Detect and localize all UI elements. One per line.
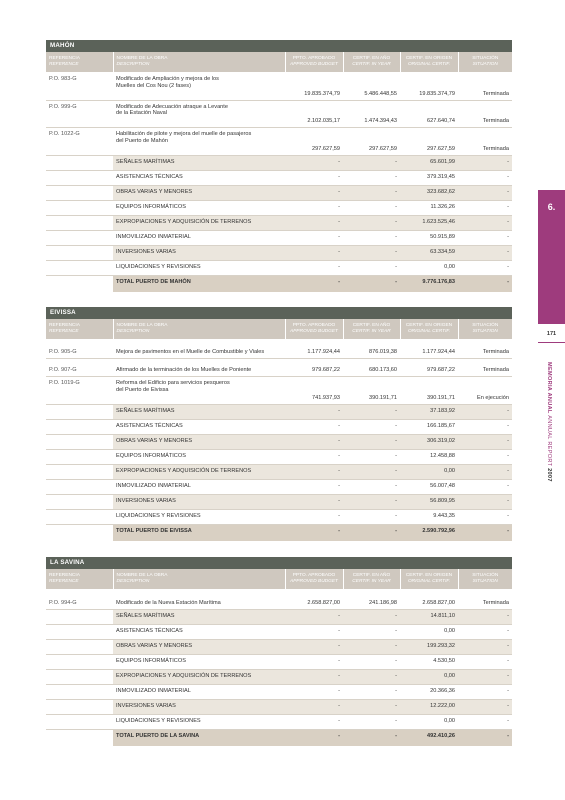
subtotal-row: INVERSIONES VARIAS - - 12.222,00 - [46,699,512,714]
column-header-row [46,569,512,589]
col-ppto: PPTO. APROBADO APPROVED BUDGET [285,569,343,589]
table-row: P.O. 994-G Modificado de la Nueva Estación Marítima 2.658.827,00 241.186,98 2.658.827,00 Terminada [46,589,512,609]
subtotal-row: OBRAS VARIAS Y MENORES - - 306.319,02 - [46,434,512,449]
col-ref: REFERENCIA REFERENCE [46,319,113,339]
total-row: TOTAL PUERTO DE MAHÓN - - 9.776.176,83 - [46,275,512,292]
section-title: LA SAVINA [46,557,512,569]
works-table [46,319,512,541]
subtotal-row: LIQUIDACIONES Y REVISIONES - - 0,00 - [46,260,512,275]
chapter-tab [538,190,565,324]
col-ref: REFERENCIA REFERENCE [46,569,113,589]
subtotal-row: INVERSIONES VARIAS - - 63.334,59 - [46,245,512,260]
subtotal-row: INMOVILIZADO INMATERIAL - - 56.007,48 - [46,479,512,494]
section-title: EIVISSA [46,307,512,319]
section-title: MAHÓN [46,40,512,52]
col-origen: CERTIF. EN ORIGEN ORIGINAL CERTIF. [400,569,458,589]
subtotal-row: LIQUIDACIONES Y REVISIONES - - 9.443,35 - [46,509,512,524]
subtotal-row: EXPROPIACIONES Y ADQUISICIÓN DE TERRENOS - - 0,00 - [46,669,512,684]
table-row: P.O. 907-G Afirmado de la terminación de los Muelles de Poniente 979.687,22 680.173,60 979.687,22 Terminada [46,358,512,377]
section-la-savina [46,557,512,746]
total-row: TOTAL PUERTO DE EIVISSA - - 2.590.792,96 - [46,524,512,541]
col-situacion: SITUACIÓN SITUATION [458,569,512,589]
divider [538,342,565,343]
subtotal-row: EQUIPOS INFORMÁTICOS - - 4.530,50 - [46,654,512,669]
col-obra: NOMBRE DE LA OBRA DESCRIPTION [113,569,285,589]
col-certif: CERTIF. EN AÑO CERTIF. IN YEAR [343,52,400,72]
subtotal-row: SEÑALES MARÍTIMAS - - 65.601,99 - [46,155,512,170]
col-origen: CERTIF. EN ORIGEN ORIGINAL CERTIF. [400,52,458,72]
table-row: P.O. 999-G Modificado de Adecuación atraque a Levante de la Estación Naval 2.102.035,17 1.474.394,43 627.640,74 Terminada [46,100,512,128]
col-situacion: SITUACIÓN SITUATION [458,319,512,339]
subtotal-row: OBRAS VARIAS Y MENORES - - 323.682,62 - [46,185,512,200]
column-header-row [46,319,512,339]
subtotal-row: INMOVILIZADO INMATERIAL - - 50.915,89 - [46,230,512,245]
col-situacion: SITUACIÓN SITUATION [458,52,512,72]
section-mahon [46,40,512,292]
report-title: MEMORIA ANUAL ANNUAL REPORT 2007 [546,362,552,482]
subtotal-row: INMOVILIZADO INMATERIAL - - 20.366,36 - [46,684,512,699]
subtotal-row: EQUIPOS INFORMÁTICOS - - 12.458,88 - [46,449,512,464]
table-row: P.O. 905-G Mejora de pavimentos en el Muelle de Combustible y Viales 1.177.924,44 876.019,38 1.177.924,44 Terminada [46,339,512,358]
subtotal-row: OBRAS VARIAS Y MENORES - - 199.293,32 - [46,639,512,654]
table-row: P.O. 1022-G Habilitación de pilote y mejora del muelle de pasajeros del Puerto de Mahón 297.627,59 297.627,59 297.627,59 Terminada [46,128,512,156]
subtotal-row: SEÑALES MARÍTIMAS - - 37.183,92 - [46,404,512,419]
subtotal-row: EXPROPIACIONES Y ADQUISICIÓN DE TERRENOS - - 0,00 - [46,464,512,479]
table-row: P.O. 983-G Modificado de Ampliación y mejora de los Muelles del Cos Nou (2 fases) 19.835.374,79 5.486.448,55 19.835.374,79 Terminada [46,72,512,100]
col-certif: CERTIF. EN AÑO CERTIF. IN YEAR [343,319,400,339]
subtotal-row: LIQUIDACIONES Y REVISIONES - - 0,00 - [46,714,512,729]
column-header-row [46,52,512,72]
col-obra: NOMBRE DE LA OBRA DESCRIPTION [113,319,285,339]
total-row: TOTAL PUERTO DE LA SAVINA - - 492.410,26 - [46,729,512,746]
chapter-number: 6. [547,202,556,212]
col-ppto: PPTO. APROBADO APPROVED BUDGET [285,52,343,72]
subtotal-row: ASISTENCIAS TÉCNICAS - - 0,00 - [46,624,512,639]
subtotal-row: SEÑALES MARÍTIMAS - - 14.811,10 - [46,609,512,624]
subtotal-row: INVERSIONES VARIAS - - 56.809,95 - [46,494,512,509]
works-table [46,52,512,292]
col-ppto: PPTO. APROBADO APPROVED BUDGET [285,319,343,339]
page-number: 171 [546,331,557,337]
col-origen: CERTIF. EN ORIGEN ORIGINAL CERTIF. [400,319,458,339]
col-ref: REFERENCIA REFERENCE [46,52,113,72]
subtotal-row: ASISTENCIAS TÉCNICAS - - 379.319,45 - [46,170,512,185]
section-eivissa [46,307,512,541]
subtotal-row: ASISTENCIAS TÉCNICAS - - 166.185,67 - [46,419,512,434]
col-obra: NOMBRE DE LA OBRA DESCRIPTION [113,52,285,72]
col-certif: CERTIF. EN AÑO CERTIF. IN YEAR [343,569,400,589]
works-table [46,569,512,746]
table-row: P.O. 1019-G Reforma del Edificio para servicios pesqueros del Puerto de Eivissa 741.937,93 390.191,71 390.191,71 En ejecución [46,377,512,405]
subtotal-row: EXPROPIACIONES Y ADQUISICIÓN DE TERRENOS - - 1.623.525,46 - [46,215,512,230]
subtotal-row: EQUIPOS INFORMÁTICOS - - 11.326,26 - [46,200,512,215]
